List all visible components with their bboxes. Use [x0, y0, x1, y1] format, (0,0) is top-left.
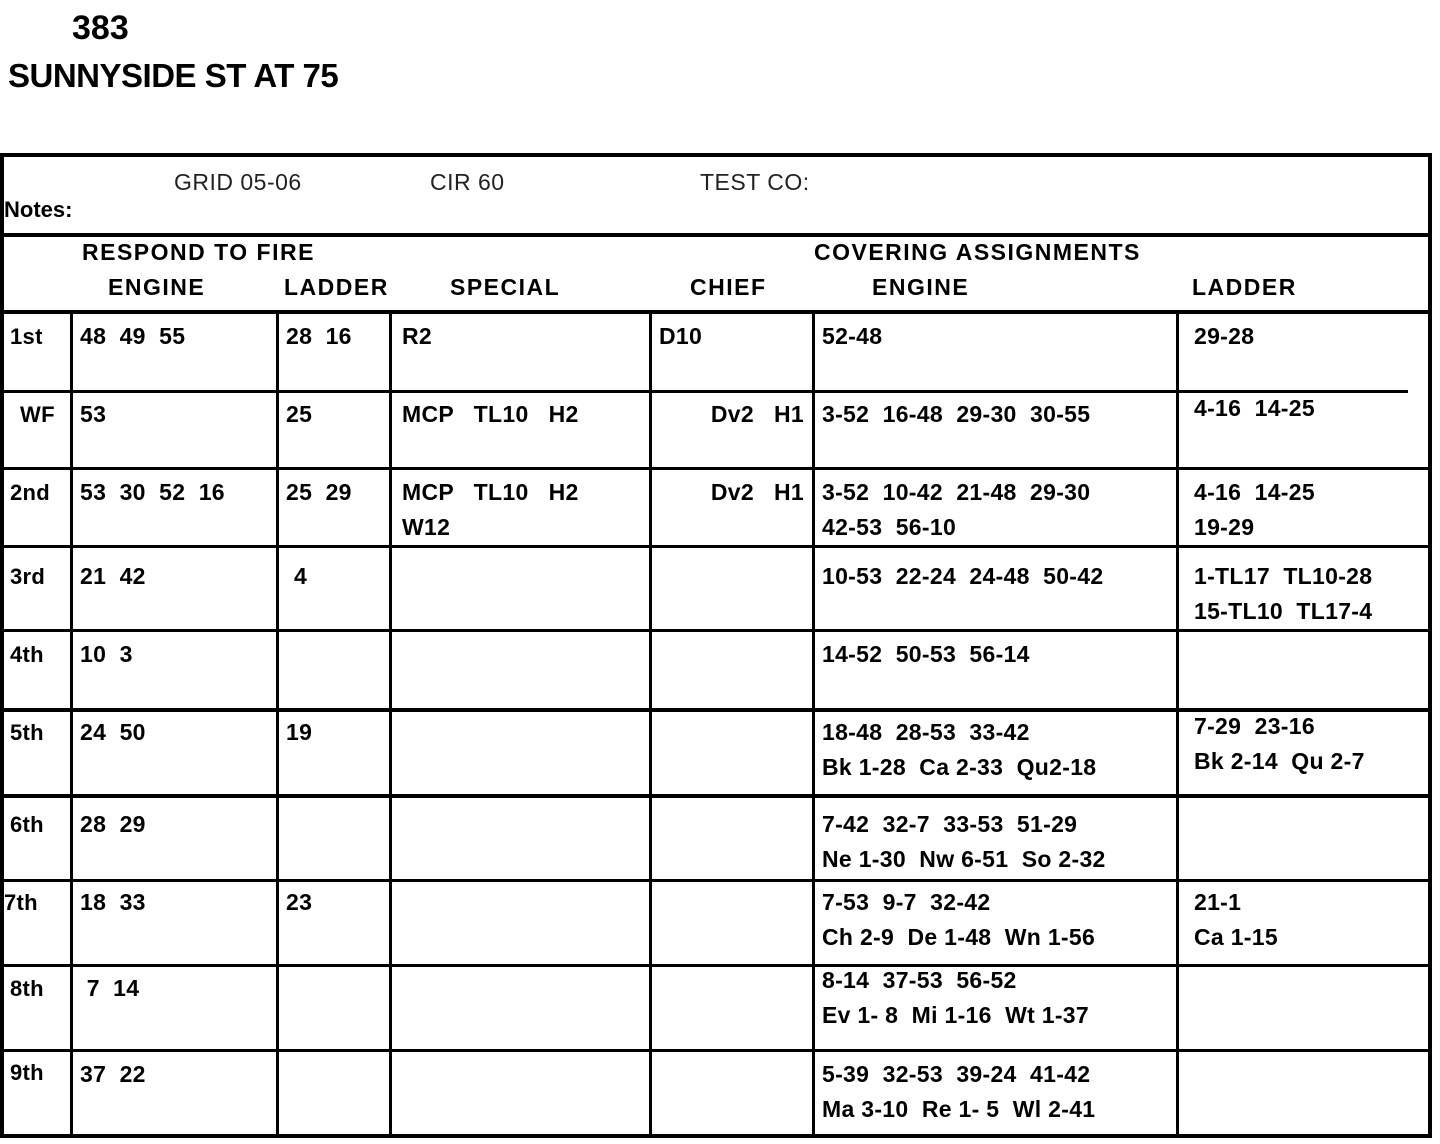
row-divider	[4, 879, 1428, 882]
ladder-cell: 25 29	[286, 479, 352, 505]
cover-engine-cell: 3-52 10-42 21-48 29-30 42-53 56-10	[822, 479, 1091, 540]
ladder-cell: 23	[286, 889, 313, 915]
row-divider	[4, 629, 1428, 632]
cover-ladder-cell: 29-28	[1194, 323, 1255, 349]
special-cell: MCP TL10 H2 W12	[402, 479, 579, 540]
cover-ladder-cell: 7-29 23-16 Bk 2-14 Qu 2-7	[1194, 713, 1365, 774]
column-rule	[812, 312, 815, 1134]
assignment-card	[0, 153, 1432, 1138]
cover-ladder-cell: 21-1 Ca 1-15	[1194, 889, 1278, 950]
row-label: 2nd	[10, 480, 51, 505]
header-divider	[4, 310, 1428, 314]
notes-divider	[4, 233, 1428, 237]
engine-cell: 24 50	[80, 719, 146, 745]
cover-engine-cell: 7-53 9-7 32-42 Ch 2-9 De 1-48 Wn 1-56	[822, 889, 1096, 950]
cover-engine-cell: 18-48 28-53 33-42 Bk 1-28 Ca 2-33 Qu2-18	[822, 719, 1097, 780]
chief-cell: D10	[659, 323, 703, 349]
engine-cell: 28 29	[80, 811, 146, 837]
column-rule	[276, 312, 279, 1134]
engine-cell: 53 30 52 16	[80, 479, 225, 505]
cover-engine-cell: 52-48	[822, 323, 883, 349]
notes-label: Notes:	[4, 197, 73, 222]
chief-cell: Dv2 H1	[710, 401, 804, 427]
cover-engine-cell: 10-53 22-24 24-48 50-42	[822, 563, 1104, 589]
row-label: WF	[20, 402, 55, 427]
cover-engine-cell: 8-14 37-53 56-52 Ev 1- 8 Mi 1-16 Wt 1-37	[822, 967, 1089, 1028]
cover-engine-cell: 3-52 16-48 29-30 30-55	[822, 401, 1091, 427]
ladder-cell: 19	[286, 719, 313, 745]
column-rule	[649, 312, 652, 1134]
special-cell: R2	[402, 323, 433, 349]
special-cell: MCP TL10 H2	[402, 401, 579, 427]
row-label: 8th	[10, 976, 44, 1001]
box-location: SUNNYSIDE ST AT 75	[8, 57, 339, 94]
cover-engine-cell: 7-42 32-7 33-53 51-29 Ne 1-30 Nw 6-51 So 2-32	[822, 811, 1106, 872]
column-rule	[1176, 312, 1179, 1134]
chief-column-header: CHIEF	[690, 274, 767, 300]
box-number: 383	[72, 9, 129, 47]
row-divider	[4, 964, 1428, 967]
row-divider	[4, 467, 1428, 470]
cover-ladder-cell: 1-TL17 TL10-28 15-TL10 TL17-4	[1194, 563, 1373, 624]
engine-cell: 10 3	[80, 641, 133, 667]
cover-ladder-cell: 4-16 14-25	[1194, 395, 1315, 421]
special-column-header: SPECIAL	[450, 274, 561, 300]
row-divider	[4, 545, 1428, 548]
engine-cell: 7 14	[80, 975, 140, 1001]
cover-ladder-column-header: LADDER	[1192, 274, 1297, 300]
row-label: 1st	[10, 324, 43, 349]
engine-cell: 37 22	[80, 1061, 146, 1087]
covering-assignments-header: COVERING ASSIGNMENTS	[814, 239, 1141, 265]
row-divider	[4, 794, 1428, 798]
cir-value: CIR 60	[430, 169, 505, 195]
engine-cell: 53	[80, 401, 107, 427]
row-label: 3rd	[10, 564, 46, 589]
column-rule	[389, 312, 392, 1134]
cover-engine-cell: 14-52 50-53 56-14	[822, 641, 1030, 667]
respond-to-fire-header: RESPOND TO FIRE	[82, 239, 315, 265]
test-company: TEST CO:	[700, 169, 810, 195]
cover-engine-column-header: ENGINE	[872, 274, 970, 300]
row-label: 4th	[10, 642, 44, 667]
column-rule	[70, 312, 73, 1134]
row-label: 7th	[4, 890, 38, 915]
cover-ladder-cell: 4-16 14-25 19-29	[1194, 479, 1315, 540]
engine-column-header: ENGINE	[108, 274, 206, 300]
ladder-cell: 28 16	[286, 323, 352, 349]
row-divider	[4, 1049, 1428, 1052]
engine-cell: 21 42	[80, 563, 146, 589]
row-label: 6th	[10, 812, 44, 837]
engine-cell: 18 33	[80, 889, 146, 915]
ladder-cell: 4	[294, 563, 308, 589]
row-label: 5th	[10, 720, 44, 745]
engine-cell: 48 49 55	[80, 323, 186, 349]
ladder-cell: 25	[286, 401, 313, 427]
ladder-column-header: LADDER	[284, 274, 389, 300]
cover-engine-cell: 5-39 32-53 39-24 41-42 Ma 3-10 Re 1- 5 Wl 2-41	[822, 1061, 1096, 1122]
chief-cell: Dv2 H1	[710, 479, 804, 505]
grid-value: GRID 05-06	[174, 169, 302, 195]
row-label: 9th	[10, 1060, 44, 1085]
